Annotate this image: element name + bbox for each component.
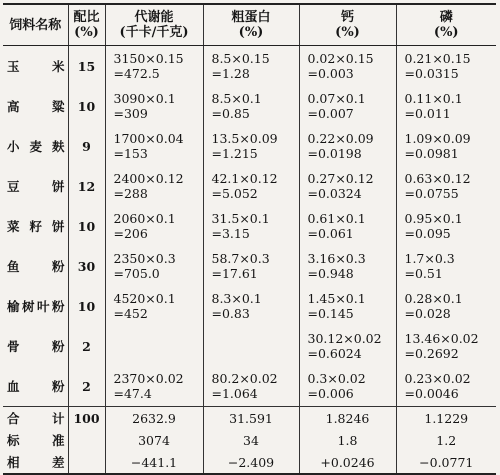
ratio-header-unit: (%)	[74, 25, 99, 40]
calcium-header-title: 钙	[340, 10, 354, 25]
ratio-header-title: 配比	[73, 10, 100, 25]
protein-cell: 42.1×0.12 =5.052	[203, 166, 299, 206]
summary-row	[3, 451, 496, 474]
protein-cell: 8.3×0.1 =0.83	[203, 286, 299, 326]
protein-cell: 8.5×0.1 =0.85	[203, 86, 299, 126]
protein-cell: 34	[203, 429, 299, 451]
feed-name-cell: 豆饼	[7, 178, 65, 194]
protein-cell: 13.5×0.09 =1.215	[203, 126, 299, 166]
calcium-cell: 0.61×0.1 =0.061	[299, 206, 396, 246]
feed-name-header-title: 饲料名称	[9, 17, 62, 33]
energy-cell: 2632.9	[105, 407, 203, 430]
feed-name-cell: 合计	[3, 407, 68, 430]
ratio-cell: 10	[68, 206, 105, 246]
table-row	[3, 286, 496, 326]
energy-cell: 2400×0.12 =288	[105, 166, 203, 206]
energy-cell: 3074	[105, 429, 203, 451]
protein-header-unit: (%)	[238, 25, 264, 40]
feed-name-cell: 鱼粉	[7, 258, 65, 274]
feed-name-cell: 高粱	[7, 98, 65, 114]
energy-cell	[105, 326, 203, 366]
protein-cell	[203, 326, 299, 366]
phosphorus-cell: −0.0771	[396, 451, 496, 474]
ratio-cell: 10	[68, 286, 105, 326]
protein-cell: 31.591	[203, 407, 299, 430]
ratio-cell: 9	[68, 126, 105, 166]
phosphorus-header-unit: (%)	[433, 25, 459, 40]
protein-cell: 8.5×0.15 =1.28	[203, 46, 299, 87]
energy-cell: 4520×0.1 =452	[105, 286, 203, 326]
calcium-cell: 3.16×0.3 =0.948	[299, 246, 396, 286]
energy-header	[105, 4, 203, 46]
feed-name-cell: 相差	[7, 454, 65, 470]
energy-cell: 3090×0.1 =309	[105, 86, 203, 126]
ratio-cell: 15	[68, 46, 105, 87]
feed-name-cell: 骨粉	[7, 338, 65, 354]
calcium-cell: 0.22×0.09 =0.0198	[299, 126, 396, 166]
table-row	[3, 206, 496, 246]
table-row	[3, 86, 496, 126]
phosphorus-cell: 1.2	[396, 429, 496, 451]
header-row	[3, 4, 496, 46]
phosphorus-cell: 0.21×0.15 =0.0315	[396, 46, 496, 87]
ratio-cell: 2	[68, 326, 105, 366]
ratio-cell: 12	[68, 166, 105, 206]
calcium-cell: 0.27×0.12 =0.0324	[299, 166, 396, 206]
ratio-cell: 100	[68, 407, 105, 430]
calcium-cell: 30.12×0.02 =0.6024	[299, 326, 396, 366]
protein-header	[203, 4, 299, 46]
table-row	[3, 46, 496, 87]
phosphorus-header-title: 磷	[439, 10, 453, 25]
feed-name-cell: 小麦麸	[7, 138, 65, 154]
protein-header-title: 粗蛋白	[231, 10, 271, 25]
protein-cell: 31.5×0.1 =3.15	[203, 206, 299, 246]
calcium-cell: +0.0246	[299, 451, 396, 474]
table-row	[3, 326, 496, 366]
feed-name-cell: 玉米	[7, 58, 65, 74]
phosphorus-cell: 0.95×0.1 =0.095	[396, 206, 496, 246]
energy-cell: 3150×0.15 =472.5	[105, 46, 203, 87]
phosphorus-cell: 13.46×0.02 =0.2692	[396, 326, 496, 366]
phosphorus-cell: 0.63×0.12 =0.0755	[396, 166, 496, 206]
feed-name-cell: 血粉	[7, 378, 65, 394]
summary-row	[3, 407, 496, 430]
ratio-cell: 30	[68, 246, 105, 286]
ratio-cell: 2	[68, 366, 105, 407]
table-row	[3, 246, 496, 286]
table-header	[3, 4, 496, 46]
protein-cell: 80.2×0.02 =1.064	[203, 366, 299, 407]
energy-cell: 2350×0.3 =705.0	[105, 246, 203, 286]
table-row	[3, 126, 496, 166]
feed-name-cell: 菜籽饼	[7, 218, 65, 234]
energy-header-unit: (千卡/千克)	[119, 25, 189, 40]
calcium-header-unit: (%)	[335, 25, 360, 40]
ratio-cell: 10	[68, 86, 105, 126]
protein-cell: −2.409	[203, 451, 299, 474]
ratio-cell	[68, 451, 105, 474]
calcium-cell: 1.45×0.1 =0.145	[299, 286, 396, 326]
energy-cell: 2370×0.02 =47.4	[105, 366, 203, 407]
ratio-header	[68, 4, 105, 46]
table-body	[3, 46, 496, 475]
calcium-cell: 0.07×0.1 =0.007	[299, 86, 396, 126]
table-row	[3, 166, 496, 206]
energy-cell: −441.1	[105, 451, 203, 474]
calcium-cell: 0.02×0.15 =0.003	[299, 46, 396, 87]
energy-header-title: 代谢能	[134, 10, 174, 25]
phosphorus-cell: 0.11×0.1 =0.011	[396, 86, 496, 126]
table-row	[3, 366, 496, 407]
calcium-cell: 1.8246	[299, 407, 396, 430]
phosphorus-cell: 1.7×0.3 =0.51	[396, 246, 496, 286]
calcium-cell: 0.3×0.02 =0.006	[299, 366, 396, 407]
feed-name-cell: 榆树叶粉	[7, 298, 65, 314]
energy-cell: 1700×0.04 =153	[105, 126, 203, 166]
phosphorus-cell: 1.09×0.09 =0.0981	[396, 126, 496, 166]
phosphorus-cell: 0.28×0.1 =0.028	[396, 286, 496, 326]
feed-name-header	[3, 4, 68, 46]
feed-formula-table	[3, 3, 496, 475]
phosphorus-cell: 0.23×0.02 =0.0046	[396, 366, 496, 407]
phosphorus-cell: 1.1229	[396, 407, 496, 430]
calcium-header	[299, 4, 396, 46]
calcium-cell: 1.8	[299, 429, 396, 451]
energy-cell: 2060×0.1 =206	[105, 206, 203, 246]
phosphorus-header	[396, 4, 496, 46]
feed-name-cell: 标准	[7, 432, 65, 448]
protein-cell: 58.7×0.3 =17.61	[203, 246, 299, 286]
